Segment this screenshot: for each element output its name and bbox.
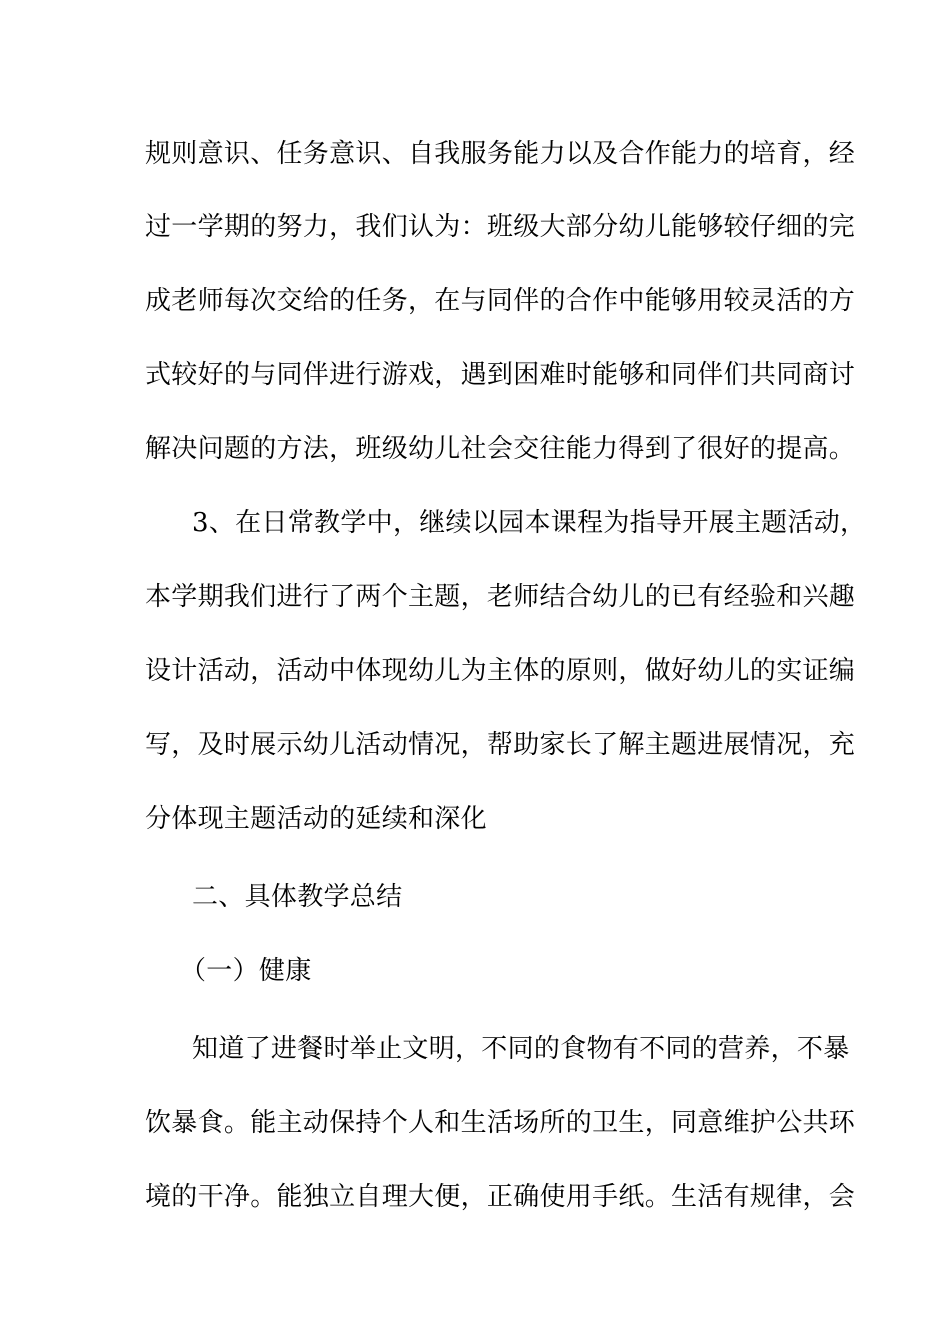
paragraph-line: 写，及时展示幼儿活动情况，帮助家长了解主题进展情况，充 [145,730,856,760]
section-heading: 二、具体教学总结 [192,882,403,912]
paragraph-line: 境的干净。能独立自理大便，正确使用手纸。生活有规律，会 [145,1182,856,1212]
paragraph-line: 式较好的与同伴进行游戏，遇到困难时能够和同伴们共同商讨 [145,360,856,390]
paragraph-line: 饮暴食。能主动保持个人和生活场所的卫生，同意维护公共环 [145,1108,856,1138]
paragraph-line: 本学期我们进行了两个主题，老师结合幼儿的已有经验和兴趣 [145,582,856,612]
paragraph-line: 过一学期的努力，我们认为：班级大部分幼儿能够较仔细的完 [145,212,856,242]
paragraph-line: 分体现主题活动的延续和深化 [145,804,487,834]
paragraph-line: 设计活动，活动中体现幼儿为主体的原则，做好幼儿的实证编 [145,656,856,686]
paragraph-line: 成老师每次交给的任务，在与同伴的合作中能够用较灵活的方 [145,286,856,316]
paragraph-line: 解决问题的方法，班级幼儿社会交往能力得到了很好的提高。 [145,434,856,464]
paragraph-line: 3、在日常教学中，继续以园本课程为指导开展主题活动， [192,508,867,538]
paragraph-line: 知道了进餐时举止文明，不同的食物有不同的营养，不暴 [192,1034,850,1064]
paragraph-line: 规则意识、任务意识、自我服务能力以及合作能力的培育，经 [145,139,856,169]
subsection-heading: （一）健康 [180,956,312,986]
